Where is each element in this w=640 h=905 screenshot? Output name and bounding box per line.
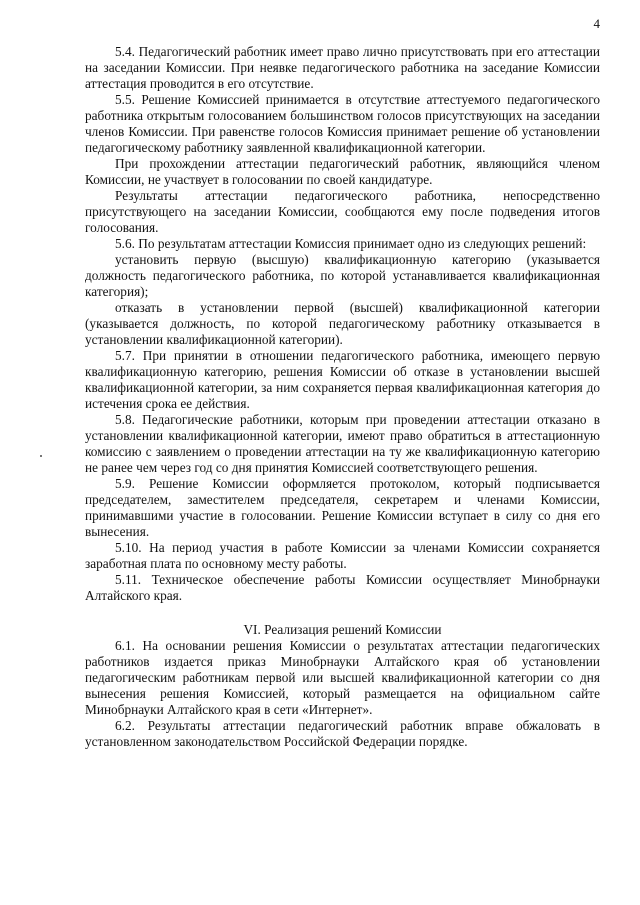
section-title: VI. Реализация решений Комиссии bbox=[243, 622, 442, 637]
paragraph-5-5: 5.5. Решение Комиссией принимается в отсутствие аттестуемого педагогического работника открытым голосованием большинством голосов присутствующих на заседании членов Комиссии. При равенстве голосов Комиссия принимает решение об установлении педагогическому работнику заявленной квалификационной категории. bbox=[85, 92, 600, 155]
scan-speck bbox=[40, 455, 42, 457]
paragraph-6-1: 6.1. На основании решения Комиссии о результатах аттестации педагогических работников издается приказ Минобрнауки Алтайского края об установлении педагогическим работникам первой или высшей квалификационной категории со дня вынесения решения Комиссией, который размещается на официальном сайте Минобрнауки Алтайского края в сети «Интернет». bbox=[85, 638, 600, 717]
paragraph-6-2: 6.2. Результаты аттестации педагогический работник вправе обжаловать в установленном законодательством Российской Федерации порядке. bbox=[85, 718, 600, 749]
paragraph-5-4: 5.4. Педагогический работник имеет право лично присутствовать при его аттестации на заседании Комиссии. При неявке педагогического работника на заседание Комиссии аттестация проводится в его отсутствие. bbox=[85, 44, 600, 91]
paragraph-5-10: 5.10. На период участия в работе Комиссии за членами Комиссии сохраняется заработная плата по основному месту работы. bbox=[85, 540, 600, 571]
paragraph-5-7: 5.7. При принятии в отношении педагогического работника, имеющего первую квалификационную категорию, решения Комиссии об отказе в установлении высшей квалификационной категории, за ним сохраняется первая квалификационная категория до истечения срока ее действия. bbox=[85, 348, 600, 411]
paragraph-decision-establish: установить первую (высшую) квалификационную категорию (указывается должность педагогического работника, по которой устанавливается квалификационная категория); bbox=[85, 252, 600, 299]
paragraph-results-announced: Результаты аттестации педагогического работника, непосредственно присутствующего на заседании Комиссии, сообщаются ему после подведения итогов голосования. bbox=[85, 188, 600, 235]
page-number: 4 bbox=[593, 16, 600, 31]
document-body bbox=[85, 44, 600, 750]
paragraph-5-6: 5.6. По результатам аттестации Комиссия принимает одно из следующих решений: bbox=[115, 236, 587, 251]
paragraph-5-9: 5.9. Решение Комиссии оформляется протоколом, который подписывается председателем, заместителем председателя, секретарем и членами Комиссии, принимавшими участие в голосовании. Решение Комиссии вступает в силу со дня его вынесения. bbox=[85, 476, 600, 539]
paragraph-decision-refuse: отказать в установлении первой (высшей) квалификационной категории (указывается должность, по которой педагогическому работнику отказывается в установлении квалификационной категории). bbox=[85, 300, 600, 347]
paragraph-5-11: 5.11. Техническое обеспечение работы Комиссии осуществляет Минобрнауки Алтайского края. bbox=[85, 572, 600, 603]
paragraph-member-vote: При прохождении аттестации педагогический работник, являющийся членом Комиссии, не участвует в голосовании по своей кандидатуре. bbox=[85, 156, 600, 187]
paragraph-5-8: 5.8. Педагогические работники, которым при проведении аттестации отказано в установлении квалификационной категории, имеют право обратиться в аттестационную комиссию с заявлением о проведении аттестации на ту же квалификационную категорию не ранее чем через год со дня принятия Комиссией соответствующего решения. bbox=[85, 412, 600, 475]
